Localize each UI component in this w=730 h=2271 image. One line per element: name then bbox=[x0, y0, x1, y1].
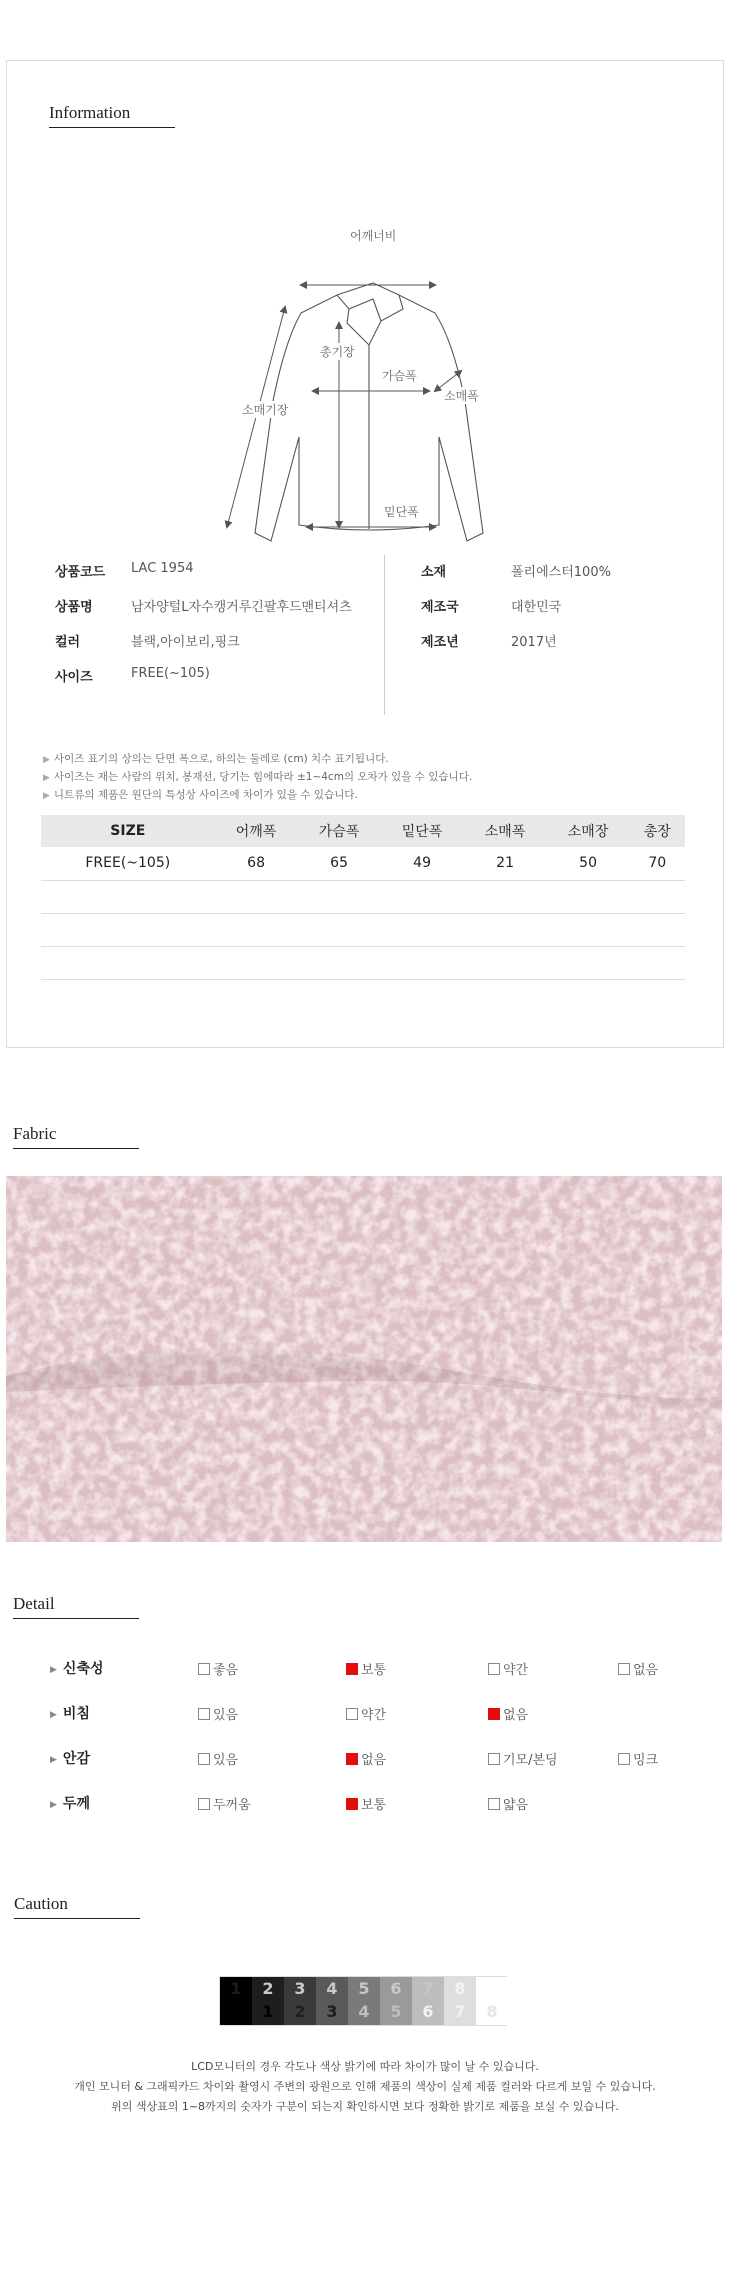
diagram-label-length: 총기장 bbox=[320, 345, 355, 359]
brightness-swatch bbox=[412, 1977, 444, 2025]
detail-option-thickness-thin[interactable]: 얇음 bbox=[488, 1794, 528, 1813]
swatch-number-top: 7 bbox=[422, 1979, 434, 1998]
detail-label-sheer: ▶ 비침 bbox=[50, 1706, 90, 1722]
bullet-triangle-icon: ▶ bbox=[50, 1665, 57, 1675]
detail-option-stretch-slight[interactable]: 약간 bbox=[488, 1659, 528, 1678]
spec-label-year: 제조년 bbox=[421, 635, 459, 650]
swatch-number-top: 3 bbox=[294, 1979, 306, 1998]
detail-option-lining-none[interactable]: 없음 bbox=[346, 1749, 386, 1768]
size-note-1: ▶ 사이즈 표기의 상의는 단면 폭으로, 하의는 둘레로 (cm) 치수 표기됩니다. bbox=[43, 753, 389, 765]
size-table-header-cell: 가슴폭 bbox=[298, 815, 381, 847]
information-title: Information bbox=[49, 103, 131, 122]
fabric-texture-image bbox=[6, 1176, 722, 1542]
spec-label-material: 소재 bbox=[421, 565, 447, 580]
bullet-triangle-icon: ▶ bbox=[50, 1710, 57, 1720]
swatch-number-bottom: 3 bbox=[326, 2002, 338, 2021]
caution-text-1: LCD모니터의 경우 각도나 색상 밝기에 따라 차이가 많이 날 수 있습니다. bbox=[191, 2060, 539, 2073]
swatch-number-bottom: 7 bbox=[454, 2002, 466, 2021]
spec-label-code: 상품코드 bbox=[55, 565, 106, 580]
size-table bbox=[41, 815, 685, 980]
table-row-empty bbox=[41, 880, 685, 913]
size-note-2: ▶ 사이즈는 재는 사람의 위치, 봉재선, 당기는 힘에따라 ±1~4cm의 오차가 있을 수 있습니다. bbox=[43, 771, 473, 783]
spec-label-color: 컬러 bbox=[55, 635, 81, 650]
detail-option-sheer-none[interactable]: 없음 bbox=[488, 1704, 528, 1723]
bullet-triangle-icon: ▶ bbox=[43, 755, 50, 765]
table-row-empty bbox=[41, 946, 685, 979]
brightness-swatch bbox=[220, 1977, 252, 2025]
spec-label-name: 상품명 bbox=[55, 600, 93, 615]
swatch-number-top: 6 bbox=[390, 1979, 402, 1998]
fabric-title: Fabric bbox=[13, 1124, 57, 1143]
brightness-swatch bbox=[348, 1977, 380, 2025]
checkbox-icon bbox=[618, 1753, 630, 1765]
brightness-swatch bbox=[284, 1977, 316, 2025]
brightness-swatch bbox=[380, 1977, 412, 2025]
diagram-label-sleeve-length: 소매기장 bbox=[242, 403, 289, 417]
spec-value-material: 폴리에스터100% bbox=[511, 565, 611, 580]
detail-label-stretch: ▶ 신축성 bbox=[50, 1661, 104, 1677]
checkbox-icon bbox=[198, 1708, 210, 1720]
detail-option-thickness-normal[interactable]: 보통 bbox=[346, 1794, 386, 1813]
size-table-header-cell: 어깨폭 bbox=[215, 815, 298, 847]
detail-option-stretch-none[interactable]: 없음 bbox=[618, 1659, 658, 1678]
swatch-number-bottom: 6 bbox=[422, 2002, 434, 2021]
checkbox-icon bbox=[488, 1753, 500, 1765]
detail-option-stretch-good[interactable]: 좋음 bbox=[198, 1659, 238, 1678]
brightness-swatch bbox=[444, 1977, 476, 2025]
bullet-triangle-icon: ▶ bbox=[43, 791, 50, 801]
detail-label-lining: ▶ 안감 bbox=[50, 1751, 90, 1767]
detail-title-underline bbox=[13, 1618, 139, 1619]
detail-title: Detail bbox=[13, 1594, 55, 1613]
information-panel bbox=[6, 60, 724, 1048]
checkbox-checked-icon bbox=[346, 1663, 358, 1675]
spec-label-country: 제조국 bbox=[421, 600, 459, 615]
jacket-outline-icon bbox=[203, 161, 543, 561]
spec-value-size: FREE(~105) bbox=[131, 666, 210, 681]
size-table-header-cell: 총장 bbox=[630, 815, 685, 847]
brightness-swatch bbox=[316, 1977, 348, 2025]
diagram-label-sleeve-width: 소매폭 bbox=[444, 389, 479, 403]
size-table-cell: FREE(~105) bbox=[41, 847, 215, 880]
swatch-number-top: 5 bbox=[358, 1979, 370, 1998]
spec-value-code: LAC 1954 bbox=[131, 561, 194, 576]
brightness-swatch-chart bbox=[219, 1976, 507, 2026]
detail-option-lining-brushed[interactable]: 기모/본딩 bbox=[488, 1749, 558, 1768]
checkbox-icon bbox=[488, 1798, 500, 1810]
checkbox-checked-icon bbox=[488, 1708, 500, 1720]
size-table-header-cell: 소매폭 bbox=[464, 815, 547, 847]
bullet-triangle-icon: ▶ bbox=[50, 1800, 57, 1810]
detail-option-lining-yes[interactable]: 있음 bbox=[198, 1749, 238, 1768]
size-table-header bbox=[41, 815, 685, 847]
swatch-number-top: 2 bbox=[262, 1979, 274, 1998]
diagram-label-hem: 밑단폭 bbox=[384, 505, 419, 519]
detail-label-thickness: ▶ 두께 bbox=[50, 1796, 90, 1812]
bullet-triangle-icon: ▶ bbox=[43, 773, 50, 783]
size-table-cell: 49 bbox=[381, 847, 464, 880]
swatch-number-top: 8 bbox=[454, 1979, 466, 1998]
table-row bbox=[41, 847, 685, 880]
checkbox-icon bbox=[198, 1753, 210, 1765]
checkbox-checked-icon bbox=[346, 1798, 358, 1810]
checkbox-icon bbox=[618, 1663, 630, 1675]
spec-value-color: 블랙,아이보리,핑크 bbox=[131, 635, 240, 650]
spec-value-year: 2017년 bbox=[511, 635, 557, 650]
detail-option-thickness-thick[interactable]: 두꺼움 bbox=[198, 1794, 251, 1813]
detail-option-lining-mink[interactable]: 밍크 bbox=[618, 1749, 658, 1768]
brightness-swatch bbox=[476, 1977, 508, 2025]
caution-title-underline bbox=[14, 1918, 140, 1919]
checkbox-icon bbox=[198, 1663, 210, 1675]
size-table-cell: 65 bbox=[298, 847, 381, 880]
garment-size-diagram bbox=[203, 161, 543, 561]
brightness-swatch bbox=[252, 1977, 284, 2025]
spec-divider bbox=[384, 555, 385, 715]
sherpa-fleece-texture bbox=[6, 1176, 722, 1542]
caution-text-2: 개인 모니터 & 그래픽카드 차이와 촬영시 주변의 광원으로 인해 제품의 색상이 실제 제품 컬러와 다르게 보일 수 있습니다. bbox=[74, 2080, 656, 2093]
size-table-cell: 21 bbox=[464, 847, 547, 880]
swatch-number-bottom: 4 bbox=[358, 2002, 370, 2021]
size-table-header-cell: 밑단폭 bbox=[381, 815, 464, 847]
swatch-number-top: 1 bbox=[230, 1979, 242, 1998]
size-table-cell: 50 bbox=[547, 847, 630, 880]
bullet-triangle-icon: ▶ bbox=[50, 1755, 57, 1765]
size-table-cell: 68 bbox=[215, 847, 298, 880]
checkbox-icon bbox=[198, 1798, 210, 1810]
swatch-number-top: 4 bbox=[326, 1979, 338, 1998]
detail-option-sheer-slight[interactable]: 약간 bbox=[346, 1704, 386, 1723]
detail-option-stretch-normal[interactable]: 보통 bbox=[346, 1659, 386, 1678]
spec-label-size: 사이즈 bbox=[55, 670, 93, 685]
spec-value-name: 남자양털L자수캥거루긴팔후드맨티셔츠 bbox=[131, 600, 352, 615]
table-row-empty bbox=[41, 913, 685, 946]
detail-option-sheer-yes[interactable]: 있음 bbox=[198, 1704, 238, 1723]
spec-value-country: 대한민국 bbox=[511, 600, 562, 615]
size-table-header-cell: 소매장 bbox=[547, 815, 630, 847]
swatch-number-bottom: 2 bbox=[294, 2002, 306, 2021]
checkbox-icon bbox=[346, 1708, 358, 1720]
swatch-number-bottom: 1 bbox=[262, 2002, 274, 2021]
caution-title: Caution bbox=[14, 1894, 68, 1913]
size-note-3: ▶ 니트류의 제품은 원단의 특성상 사이즈에 차이가 있을 수 있습니다. bbox=[43, 789, 358, 801]
swatch-number-bottom: 8 bbox=[486, 2002, 498, 2021]
checkbox-checked-icon bbox=[346, 1753, 358, 1765]
size-table-cell: 70 bbox=[630, 847, 685, 880]
swatch-number-bottom: 5 bbox=[390, 2002, 402, 2021]
diagram-label-chest: 가슴폭 bbox=[382, 369, 417, 383]
fabric-title-underline bbox=[13, 1148, 139, 1149]
size-table-header-cell: SIZE bbox=[41, 815, 215, 847]
information-title-underline bbox=[49, 127, 175, 128]
caution-text-3: 위의 색상표의 1~8까지의 숫자가 구분이 되는지 확인하시면 보다 정확한 밝기로 제품을 보실 수 있습니다. bbox=[111, 2100, 619, 2113]
diagram-label-shoulder: 어깨너비 bbox=[350, 229, 397, 243]
checkbox-icon bbox=[488, 1663, 500, 1675]
